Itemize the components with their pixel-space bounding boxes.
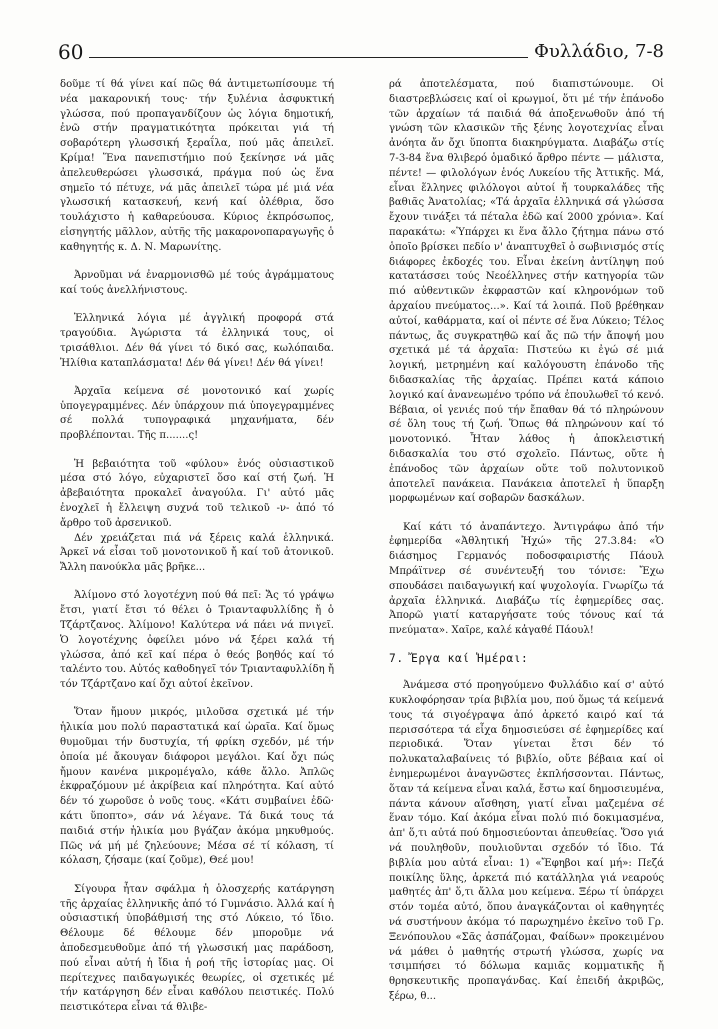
paragraph: Καί κάτι τό ἀναπάντεχο. Ἀντιγράφω ἀπό τήν ἐφημερίδα «Ἀθλητική Ἠχώ» τῆς 27.3.84: «Ὁ διάσημος Γερμανός ποδοσφαιριστής Πάουλ Μπράϊτνερ σέ συνέντευξή του τόνισε: Ἔχω σπουδάσει παιδαγωγική καί ψυχολογία. Γνωρίζω τά ἀρχαῖα ἑλληνικά. Διαβάζω τίς ἐφημερίδες σας. Ἀπορῶ γιατί καταργήσατε τούς τόνους καί τά πνεύματα». Χαῖρε, καλέ κἀγαθέ Πάουλ! (389, 521, 664, 637)
paragraph: Ἀλίμονο στό λογοτέχνη πού θά πεῖ: Ἄς τό γράψω ἔτσι, γιατί ἔτσι τό θέλει ὁ Τριανταφυλλίδης ἤ ὁ Τζάρτζανος. Ἀλίμονο! Καλύτερα νά πάει νά πνιγεῖ. Ὁ λογοτέχνης ὀφείλει μόνο νά ξέρει καλά τή γλώσσα, ἀπό κεῖ καί πέρα ὁ θεός βοηθός καί τό ταλέντο του. Αὐτός καθοδηγεῖ τόν Τριανταφυλλίδη ἤ τόν Τζάρτζανο καί ὄχι αὐτοί ἐκεῖνον. (60, 590, 334, 691)
page-header (58, 40, 664, 62)
paragraph: Ἑλληνικά λόγια μέ ἀγγλική προφορά στά τραγούδια. Ἀγώριστα τά ἑλληνικά τους, οἱ τρισάθλιοι. Δέν θά γίνει τό δικό σας, κωλόπαιδα. Ἠλίθια καταπλάσματα! Δέν θά γίνει! Δέν θά γίνει! (60, 313, 334, 369)
paragraph: ρά ἀποτελέσματα, πού διαπιστώνουμε. Οἱ διαστρεβλώσεις καί οἱ κρωγμοί, ὅτι μέ τήν ἐπάνοδο τῶν ἀρχαίων τά παιδιά θά ἀποξενωθοῦν ἀπό τή γνώση τῶν κλασικῶν τῆς ξένης λογοτεχνίας εἶναι ἀνόητα ἄν ὄχι ὕποπτα διακηρύγματα. Διαβάζω στίς 7-3-84 ἕνα θλιβερό ὁμαδικό ἄρθρο πέντε — μάλιστα, πέντε! — φιλολόγων ἑνός Λυκείου τῆς Ἀττικῆς. Μά, εἶναι ἕλληνες φιλόλογοι αὐτοί ἤ τουρκαλάδες τῆς βαθιᾶς Ἀνατολίας; «Τά ἀρχαῖα ἑλληνικά σά γλώσσα ἔχουν τινάξει τά πέταλα ἐδῶ καί 2000 χρόνια». Καί παρακάτω: «Ὑπάρχει κι ἕνα ἄλλο ζήτημα πάνω στό ὁποῖο βρίσκει πεδίο ν' ἀναπτυχθεῖ ὁ σωβινισμός στίς διάφορες ἐκδοχές του. Εἶναι ἐκείνη ἀντίληψη πού κατατάσσει τούς Νεοέλληνες στήν κατηγορία τῶν πιό αὐθεντικῶν ἐκφραστῶν καί κληρονόμων τοῦ ἀρχαίου πνεύματος...». Καί τά λοιπά. Ποῦ βρέθηκαν αὐτοί, καθάρματα, καί οἱ πέντε σέ ἕνα Λύκειο; Τέλος πάντως, ἄς συγκρατηθῶ καί ἄς πῶ τήν ἄποψή μου σχετικά μέ τά ἀρχαῖα: Πιστεύω κι ἐγώ σέ μιά λογική, μετρημένη καί καλόγουστη ἐπάνοδο τῆς διδασκαλίας τῆς ἀρχαίας. Πρέπει κατά κάποιο λογικό καί ἀνανεωμένο τρόπο νά ἐπουλωθεῖ τό κενό. Βέβαια, οἱ γενιές πού τήν ἔπαθαν θά τό πληρώνουν σέ ὅλη τους τή ζωή. Ὅπως θά πληρώνουν καί τό μονοτονικό. Ἦταν λάθος ἡ ἀποκλειστική διδασκαλία του στό σχολεῖο. Πάντως, οὔτε ἡ ἐπάνοδος τῶν ἀρχαίων οὔτε τοῦ πολυτονικοῦ ἀποτελεῖ πανάκεια. Πανάκεια ἀποτελεῖ ἡ ὕπαρξη μορφωμένων καί σοβαρῶν δασκάλων. (389, 79, 664, 505)
header-rule (89, 57, 528, 58)
paragraph: Δέν χρειάζεται πιά νά ξέρεις καλά ἑλληνικά. Ἀρκεῖ νά εἶσαι τοῦ μονοτονικοῦ ἤ καί τοῦ ἀτονικοῦ. Ἄλλη πανούκλα μᾶς βρῆκε... (60, 532, 334, 574)
journal-title: Φυλλάδιο, 7-8 (534, 41, 664, 62)
left-column (60, 78, 334, 1029)
right-column (389, 78, 664, 1018)
paragraph: Ἡ βεβαιότητα τοῦ «φύλου» ἑνός οὐσιαστικοῦ μέσα στό λόγο, εὐχαριστεῖ ὅσο καί στή ζωή. Ἡ ἀβεβαιότητα προκαλεῖ ἀναγούλα. Γι' αὐτό μᾶς ἐνοχλεῖ ἡ ἔλλειψη συχνά τοῦ τελικοῦ -ν- ἀπό τό ἄρθρο τοῦ ἀρσενικοῦ. (60, 458, 334, 529)
paragraph: Σίγουρα ἦταν σφάλμα ἡ ὁλοσχερής κατάργηση τῆς ἀρχαίας ἑλληνικῆς ἀπό τό Γυμνάσιο. Ἀλλά καί ἡ οὐσιαστική ὑποβάθμισή της στό Λύκειο, τό ἴδιο. Θέλουμε δέ θέλουμε δέν μποροῦμε νά ἀποδεσμευθοῦμε ἀπό τή γλωσσική μας παράδοση, πού εἶναι αὐτή ἡ ἴδια ἡ ροή τῆς ἱστορίας μας. Οἱ περίτεχνες παιδαγωγικές θεωρίες, οἱ σχετικές μέ τήν κατάργηση δέν εἶναι καθόλου πειστικές. Πολύ πειστικότερα εἶναι τά θλιβε- (60, 883, 334, 1014)
paragraph: Ἀνάμεσα στό προηγούμενο Φυλλάδιο καί σ' αὐτό κυκλοφόρησαν τρία βιβλία μου, πού ὅμως τά κείμενά τους τά σιγοέγραψα ἀπό ἀρκετό καιρό καί τά περισσότερα τά εἶχα δημοσιεύσει σέ ἐφημερίδες καί περιοδικά. Ὅταν γίνεται ἔτσι δέν τό πολυκαταλαβαίνεις τό βιβλίο, οὔτε βέβαια καί οἱ ἐνημερωμένοι ἀναγνῶστες ἐκπλήσσονται. Πάντως, ὅταν τά κείμενα εἶναι καλά, ἔστω καί δημοσιευμένα, πάντα κάνουν αἴσθηση, γιατί εἶναι μαζεμένα σέ ἕναν τόμο. Καί ἀκόμα εἶναι πολύ πιό δοκιμασμένα, ἀπ' ὅ,τι αὐτά πού δημοσιεύονται ἀπευθείας. Ὅσο γιά νά πουληθοῦν, πουλιοῦνται σχεδόν τό ἴδιο. Τά βιβλία μου αὐτά εἶναι: 1) «Ἔφηβοι καί μή»: Πεζά ποικίλης ὕλης, ἀρκετά πιό κατάλληλα γιά νεαρούς μαθητές ἀπ' ὅ,τι ἄλλα μου κείμενα. Ξέρω τί ὑπάρχει στόν τομέα αὐτό, ὅπου ἀναγκάζονται οἱ καθηγητές νά συστήνουν ἀκόμα τό παρωχημένο ἐκεῖνο τοῦ Γρ. Ξενόπουλου «Σᾶς ἀσπάζομαι, Φαίδων» προκειμένου νά μάθει ὁ μαθητής στρωτή γλώσσα, χωρίς να τσιμπήσει τό δόλωμα καμιᾶς κομματικῆς ἤ θρησκευτικῆς προπαγάνδας. Καί ἐπειδή ἀκριβῶς, ξέρω, θ... (389, 680, 664, 1003)
paragraph: Ἀρνοῦμαι νά ἐναρμονισθῶ μέ τούς ἀγράμματους καί τούς ἀνελλήνιστους. (60, 270, 334, 296)
paragraph: Ἀρχαῖα κείμενα σέ μονοτονικό καί χωρίς ὑπογεγραμμένες. Δέν ὑπάρχουν πιά ὑπογεγραμμένες σέ πολλά τυπογραφικά μηχανήματα, δέν προβλέπονται. Τῆς π.......ς! (60, 385, 334, 442)
paragraph: Ὅταν ἤμουν μικρός, μιλοῦσα σχετικά μέ τήν ἡλικία μου πολύ παραστατικά καί ὡραῖα. Καί ὅμως θυμοῦμαι τήν δυστυχία, τή φρίκη σχεδόν, μέ τήν ὁποία μέ ἄκουγαν διάφοροι μεγάλοι. Καί ὄχι πώς ἤμουν κανένα μικρομέγαλο, κάθε ἄλλο. Ἀπλῶς ἐκφραζόμουν μέ ἀκρίβεια καί πληρότητα. Καί αὐτό δέν τό χωροῦσε ὁ νοῦς τους. «Κάτι συμβαίνει ἐδῶ· κάτι ὕποπτο», σάν νά λέγανε. Τά δικά τους τά παιδιά στήν ἡλικία μου βγάζαν ἀκόμα μηκυθμούς. Πῶς νά μή μέ ζηλεύουνε; Μέσα σέ τί κόλαση, τί κόλαση, ζήσαμε (καί ζοῦμε), Θεέ μου! (60, 707, 334, 867)
page-number: 60 (58, 40, 84, 64)
paragraph: δοῦμε τί θά γίνει καί πῶς θά ἀντιμετωπίσουμε τή νέα μακαρονική τους· τήν ξυλένια ἀσφυκτική γλώσσα, πού προπαγανδίζουν ὡς λόγια δημοτική, ἐνῶ στήν πραγματικότητα πρόκειται γιά τή σοβαρότερη γλωσσική ξεραΐλα, πού μᾶς ἀπειλεῖ. Κρίμα! Ἕνα πανεπιστήμιο πού ξεκίνησε νά μᾶς ἀπελευθερώσει γλωσσικά, πράγμα πού ὡς ἕνα σημεῖο τό πέτυχε, νά μᾶς ἀπειλεῖ τώρα μέ μιά νέα γλωσσική κατασκευή, κενή καί ὀλέθρια, ὅσο τουλάχιστο ἡ καθαρεύουσα. Κύριος ἐκπρόσωπος, εἰσηγητής μᾶλλον, αὐτῆς τῆς μακαρονοπαραγωγῆς ὁ καθηγητής κ. Δ. Ν. Μαρωνίτης. (60, 79, 334, 253)
section-title: 7. Ἔργα καί Ἡμέραι: (389, 652, 529, 666)
